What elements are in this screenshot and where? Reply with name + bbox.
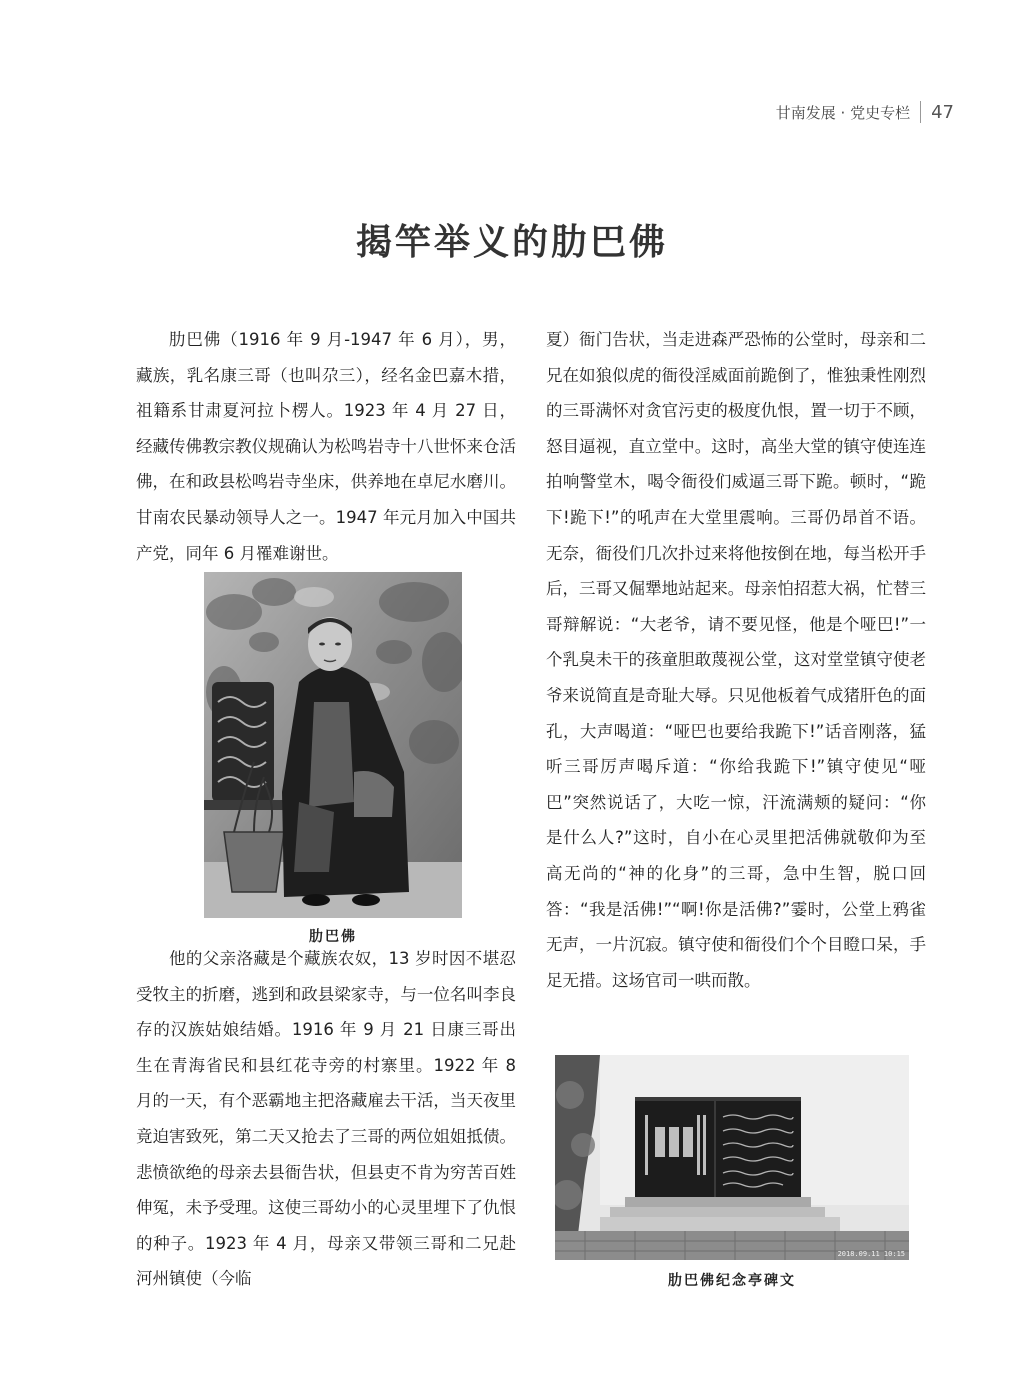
intro-paragraph: 肋巴佛（1916 年 9 月-1947 年 6 月），男，藏族，乳名康三哥（也叫尕三），经名金巴嘉木措，祖籍系甘肃夏河拉卜楞人。1923 年 4 月 27 日，经藏传佛教宗教仪规确认为松鸣岩寺十八世怀来仓活佛，在和政县松鸣岩寺坐床，供养地在卓尼水磨川。甘南农民暴动领导人之一。1947 年元月加入中国共产党，同年 6 月罹难谢世。 xyxy=(136,330,516,563)
family-paragraph: 他的父亲洛藏是个藏族农奴，13 岁时因不堪忍受牧主的折磨，逃到和政县梁家寺，与一位名叫李良存的汉族姑娘结婚。1916 年 9 月 21 日康三哥出生在青海省民和县红花寺旁的村寨里。1922 年 8 月的一天，有个恶霸地主把洛藏雇去干活，当天夜里竟迫害致死，第二天又抢去了三哥的两位姐姐抵债。悲愤欲绝的母亲去县衙告状，但县吏不肯为穷苦百姓伸冤，未予受理。这使三哥幼小的心灵里埋下了仇恨的种子。1923 年 4 月，母亲又带领三哥和二兄赴河州镇使（今临 xyxy=(136,949,516,1289)
header-divider xyxy=(920,101,921,123)
left-column-top xyxy=(136,322,516,571)
portrait-caption: 肋巴佛 xyxy=(309,929,357,945)
section-title: 甘南发展 · 党史专栏 xyxy=(775,103,911,122)
monument-photo xyxy=(555,1055,909,1260)
page-header xyxy=(776,100,954,124)
monument-caption: 肋巴佛纪念亭碑文 xyxy=(668,1273,796,1289)
right-column xyxy=(546,322,926,998)
court-paragraph: 夏）衙门告状，当走进森严恐怖的公堂时，母亲和二兄在如狼似虎的衙役淫威面前跪倒了，惟独秉性刚烈的三哥满怀对贪官污吏的极度仇恨，置一切于不顾，怒目逼视，直立堂中。这时，高坐大堂的镇守使连连拍响警堂木，喝令衙役们威逼三哥下跪。顿时，“跪下!跪下!”的吼声在大堂里震响。三哥仍昂首不语。无奈，衙役们几次扑过来将他按倒在地，每当松开手后，三哥又倔犟地站起来。母亲怕招惹大祸，忙替三哥辩解说：“大老爷，请不要见怪，他是个哑巴!”一个乳臭未干的孩童胆敢蔑视公堂，这对堂堂镇守使老爷来说简直是奇耻大辱。只见他板着气成猪肝色的面孔，大声喝道：“哑巴也要给我跪下!”话音刚落，猛听三哥厉声喝斥道：“你给我跪下!”镇守使见“哑巴”突然说话了，大吃一惊，汗流满颊的疑问：“你是什么人?”这时，自小在心灵里把活佛就敬仰为至高无尚的“神的化身”的三哥，急中生智，脱口回答：“我是活佛!”“啊!你是活佛?”霎时，公堂上鸦雀无声，一片沉寂。镇守使和衙役们个个目瞪口呆，手足无措。这场官司一哄而散。 xyxy=(546,330,926,990)
left-column-bottom xyxy=(136,941,516,1297)
portrait-image xyxy=(204,572,462,918)
portrait-photo xyxy=(204,572,462,918)
article-title: 揭竿举义的肋巴佛 xyxy=(355,221,668,263)
photo-timestamp: 2018.09.11 10:15 xyxy=(837,1250,905,1258)
page-number: 47 xyxy=(931,101,954,123)
monument-image xyxy=(555,1055,909,1260)
